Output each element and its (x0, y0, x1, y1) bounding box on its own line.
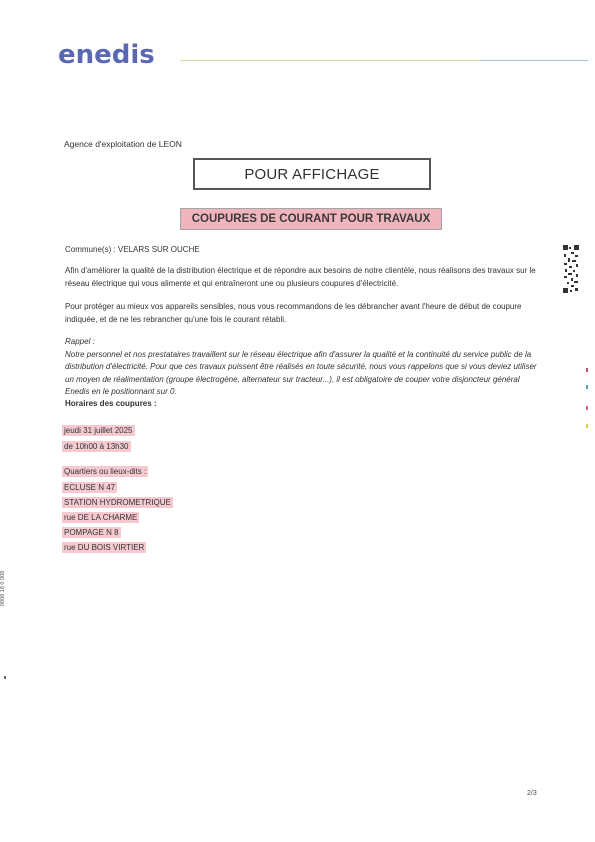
agency-label: Agence d'exploitation de LEON (64, 139, 182, 149)
quartier-item: rue DU BOIS VIRTIER (64, 543, 145, 552)
rappel-label: Rappel : (65, 337, 95, 346)
header-rule-left (180, 60, 480, 61)
horaires-label: Horaires des coupures : (65, 399, 157, 408)
header-rule-right (480, 60, 588, 61)
margin-mark (586, 406, 588, 410)
page-number: 2/3 (527, 790, 537, 797)
quartier-item: rue DE LA CHARME (64, 513, 138, 522)
margin-tick (4, 676, 6, 679)
protection-paragraph: Pour protéger au mieux vos appareils sensibles, nous vous recommandons de les débrancher avant l'heure de début de coupure indiquée, et de ne les rebrancher qu'une fois le courant rétabli. (65, 302, 522, 324)
quartier-item: STATION HYDROMETRIQUE (64, 498, 171, 507)
notice-label-box: POUR AFFICHAGE (193, 158, 431, 190)
schedule-hours: de 10h00 à 13h30 (64, 442, 129, 451)
enedis-logo (58, 38, 178, 70)
margin-mark (586, 385, 588, 389)
intro-paragraph: Afin d'améliorer la qualité de la distribution électrique et de répondre aux besoins de notre clientèle, nous réalisons des travaux sur le réseau électrique qui vous alimente et qui entraîneront une ou plusieurs coupures d'électricité. (65, 266, 536, 288)
rappel-block (65, 336, 545, 399)
schedule-date: jeudi 31 juillet 2025 (64, 426, 133, 435)
side-reference-code: 0808 18 0 008 (0, 570, 6, 606)
quartier-item: POMPAGE N 8 (64, 528, 119, 537)
margin-mark (586, 424, 588, 428)
svg-text:enedis: enedis (58, 40, 155, 70)
commune-line: Commune(s) : VELARS SUR OUCHE (65, 245, 200, 254)
notice-title: COUPURES DE COURANT POUR TRAVAUX (180, 208, 442, 230)
quartier-item: ECLUSE N 47 (64, 483, 116, 492)
margin-mark (586, 368, 588, 372)
qr-code (562, 244, 580, 294)
rappel-text: Notre personnel et nos prestataires travaillent sur le réseau électrique afin d'assurer la qualité et la continuité du service public de la distribution d'électricité. Pour que ces travaux puissent être réalisés en toute sécurité, nous vous rappelons que si vous deviez utiliser un moyen de réalimentation (groupe électrogène, alternateur sur tracteur...), il est obligatoire de couper votre disjoncteur général Enedis en le positionnant sur 0. (65, 349, 537, 396)
quartiers-label: Quartiers ou lieux-dits : (64, 467, 147, 476)
